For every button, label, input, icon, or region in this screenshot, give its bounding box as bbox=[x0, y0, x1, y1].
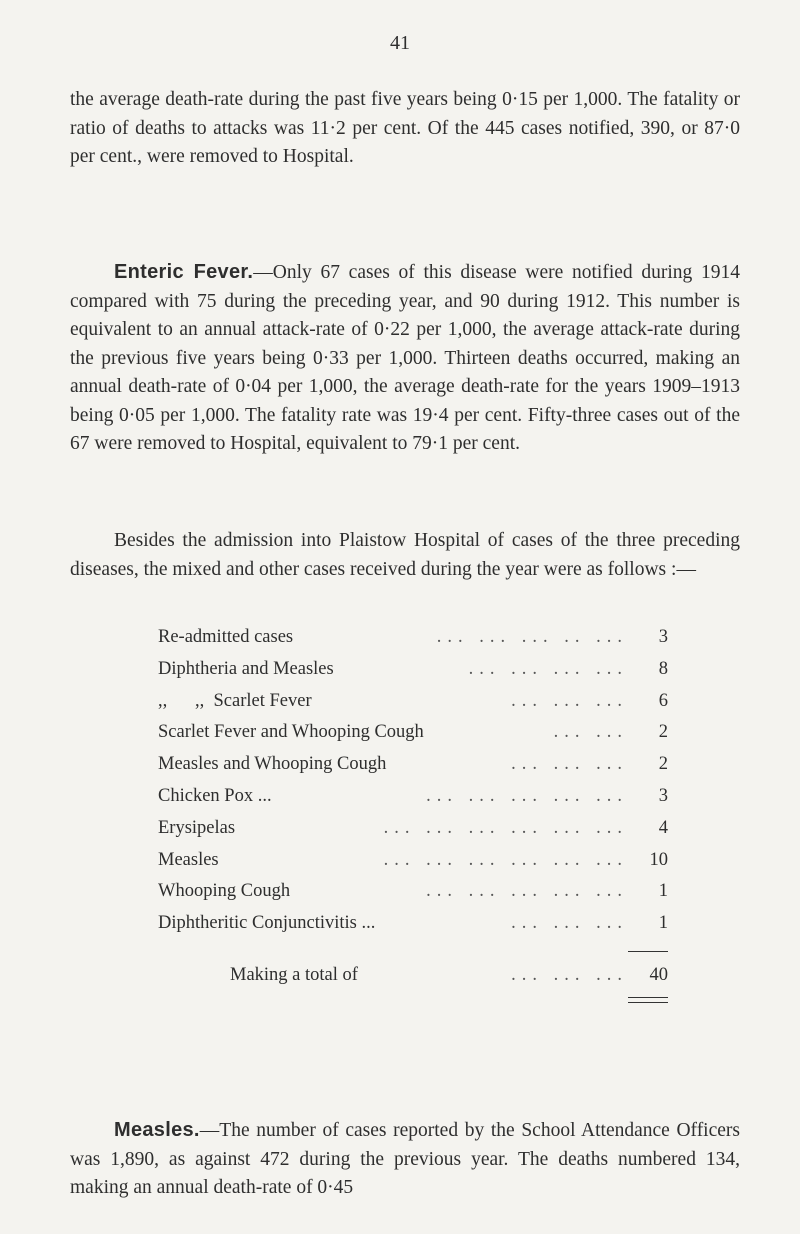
row-label: ,, ,, Scarlet Fever bbox=[158, 690, 312, 711]
table-row: Measles ... ... ... ... ... ... 10 bbox=[158, 845, 668, 877]
table-row: ,, ,, Scarlet Fever ... ... ... 6 bbox=[158, 686, 668, 718]
table-row: Re-admitted cases ... ... ... .. ... 3 bbox=[158, 622, 668, 654]
measles-heading: Measles. bbox=[114, 1119, 200, 1141]
paragraph-besides bbox=[70, 527, 740, 584]
row-value: 6 bbox=[658, 690, 668, 711]
row-value: 2 bbox=[658, 722, 668, 743]
row-label: Erysipelas bbox=[158, 817, 236, 838]
row-value: 3 bbox=[658, 627, 668, 647]
row-label: Diphtheritic Conjunctivitis ... bbox=[158, 913, 376, 934]
row-label: Measles bbox=[158, 849, 219, 870]
row-label: Whooping Cough bbox=[158, 881, 291, 902]
row-value: 2 bbox=[658, 754, 668, 775]
row-value: 1 bbox=[658, 913, 668, 934]
paragraph-measles bbox=[70, 1116, 740, 1203]
enteric-fever-heading: Enteric Fever. bbox=[114, 261, 254, 283]
sum-rule bbox=[628, 951, 668, 952]
paragraph-enteric-fever bbox=[70, 258, 740, 459]
table-row: Whooping Cough ... ... ... ... ... 1 bbox=[158, 876, 668, 908]
total-row: Making a total of ... ... ... 40 bbox=[158, 959, 668, 991]
row-label: Re-admitted cases bbox=[158, 627, 294, 647]
row-label: Measles and Whooping Cough bbox=[158, 754, 387, 775]
double-rule bbox=[628, 997, 668, 998]
row-label: Diphtheria and Measles bbox=[158, 658, 334, 679]
double-rule bbox=[628, 1002, 668, 1003]
row-value: 3 bbox=[658, 785, 668, 806]
table-row: Diphtheritic Conjunctivitis ... ... ... ... 1 bbox=[158, 908, 668, 940]
page-number: 41 bbox=[390, 32, 410, 54]
row-value: 8 bbox=[658, 658, 668, 679]
row-value: 4 bbox=[658, 817, 668, 838]
enteric-fever-text: —Only 67 cases of this disease were notified during 1914 compared with 75 during the preceding year, and 90 during 1912. This number is equivalent to an annual attack-rate of 0·22 per 1,000, the average attack-rate during the previous five years being 0·33 per 1,000. Thirteen deaths occurred, making an annual death-rate of 0·04 per 1,000, the average death-rate for the years 1909–1913 being 0·05 per 1,000. The fatality rate was 19·4 per cent. Fifty-three cases out of the 67 were removed to Hospital, equivalent to 79·1 per cent. bbox=[70, 262, 740, 454]
measles-text: —The number of cases reported by the School Attendance Officers was 1,890, as against 472 during the previous year. The deaths numbered 134, making an annual death-rate of 0·45 bbox=[70, 1120, 740, 1198]
total-label: Making a total of bbox=[230, 965, 358, 985]
table-row: Diphtheria and Measles ... ... ... ... 8 bbox=[158, 654, 668, 686]
row-value: 1 bbox=[658, 881, 668, 902]
table-row: Chicken Pox ... ... ... ... ... ... 3 bbox=[158, 781, 668, 813]
row-label: Scarlet Fever and Whooping Cough bbox=[158, 722, 424, 743]
paragraph-death-rate: the average death-rate during the past five years being 0·15 per 1,000. The fatality or ratio of deaths to attacks was 11·2 per cent. Of the 445 cases notified, 390, or 87·0 per cent., were removed to Hospital. bbox=[70, 89, 740, 167]
row-label: Chicken Pox ... bbox=[158, 785, 272, 806]
besides-text: Besides the admission into Plaistow Hospital of cases of the three preceding diseases, the mixed and other cases received during the year were as follows :— bbox=[70, 530, 740, 580]
table-row: Erysipelas ... ... ... ... ... ... 4 bbox=[158, 813, 668, 845]
table-row: Measles and Whooping Cough ... ... ... 2 bbox=[158, 749, 668, 781]
table-row: Scarlet Fever and Whooping Cough ... ... 2 bbox=[158, 717, 668, 749]
row-value: 10 bbox=[649, 849, 668, 870]
mixed-cases-table bbox=[158, 622, 668, 985]
total-value: 40 bbox=[649, 965, 668, 985]
